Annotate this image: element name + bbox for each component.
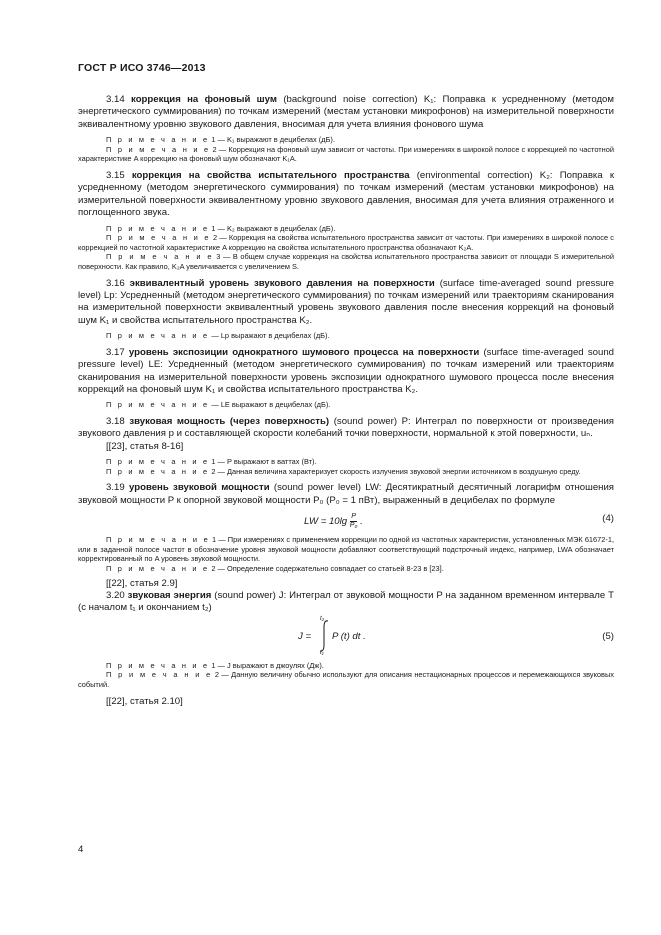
- note-3-19-1: П р и м е ч а н и е 1 — При измерениях с применением коррекции по одной из частотных характеристик, установленных МЭК 61672-1, или в заданной полосе частот в обозначение уровня звуковой мощности добавляют соответствующий подстрочный индекс, например, LWA обозначает корректированный по A уровень звуковой мощности.: [78, 535, 614, 564]
- note-3-14-2: П р и м е ч а н и е 2 — Коррекция на фоновый шум зависит от частоты. При измерениях в широкой полосе с коррекцией по частотной характеристике A коррекцию на фоновый шум обозначают K₁A.: [78, 144, 614, 164]
- term-3-15: коррекция на свойства испытательного пространства: [131, 170, 410, 181]
- term-3-14: коррекция на фоновый шум: [131, 94, 277, 105]
- fraction: $\frac{P}{\text{P₀}}$: [349, 513, 358, 530]
- reference-3-20: [[22], статья 2.10]: [106, 695, 183, 707]
- document-header: ГОСТ Р ИСО 3746—2013: [78, 62, 206, 74]
- note-3-20-2: П р и м е ч а н и е 2 — Данную величину обычно используют для описания нестационарных процессов и перемежающихся звуковых событий.: [78, 670, 614, 690]
- note-3-17: П р и м е ч а н и е — LE выражают в децибелах (дБ).: [106, 400, 331, 410]
- reference-3-18: [[23], статья 8-16]: [106, 440, 184, 452]
- formula-4-number: (4): [602, 513, 614, 525]
- formula-4-expression: LW = 10lg $\frac{P}{\text{P₀}}$ .: [304, 513, 363, 530]
- integral-sign-icon: [318, 619, 332, 653]
- term-3-16: эквивалентный уровень звукового давления на поверхности: [129, 277, 435, 289]
- clause-3-16: 3.16 эквивалентный уровень звукового давления на поверхности (surface time-averaged sound pressure level) Lp: Усредненный (методом энергетического суммирования) по точкам измерений или траекториям сканирования на измерительной поверхности эквивалентный уровень звукового давления после внесения коррекций на фоновый шум K₁ и свойства испытательного пространства K₂.: [78, 277, 614, 326]
- term-3-20: звуковая энергия: [127, 590, 212, 602]
- document-body: [78, 94, 614, 708]
- note-3-15-2: П р и м е ч а н и е 2 — Коррекция на свойства испытательного пространства зависит от частоты. При измерениях в широкой полосе с коррекцией по частотной характеристике A коррекцию на свойства испытательного пространства обозначают K₂A.: [78, 233, 614, 252]
- formula-4: [78, 507, 614, 531]
- lower-limit: t₁: [320, 648, 324, 656]
- clause-3-18: 3.18 звуковая мощность (через поверхность) (sound power) P: Интеграл по поверхности от произведения звукового давления p и составляющей скорости колебаний точки поверхности, нормальной к этой поверхности, uₙ.: [78, 416, 614, 440]
- note-3-15-1: П р и м е ч а н и е 1 — K₂ выражают в децибелах (дБ).: [106, 223, 336, 233]
- note-3-15-3: П р и м е ч а н и е 3 — В общем случае коррекция на свойства испытательного пространства зависит от площади S измерительной поверхности. Как правило, K₂A увеличивается с увеличением S.: [78, 252, 614, 271]
- clause-3-17: 3.17 уровень экспозиции однократного шумового процесса на поверхности (surface time-averaged sound pressure level) LE: Усредненный (методом энергетического суммирования) по точкам измерений или траекториям сканирования на измерительной поверхности уровень экспозиции однократного шумового процесса после внесения коррекций на фоновый шум K₁ и свойства испытательного пространства K₂.: [78, 346, 614, 396]
- note-3-14-1: П р и м е ч а н и е 1 — K₁ выражают в децибелах (дБ).: [106, 135, 335, 145]
- clause-3-20: 3.20 звуковая энергия (sound power) J: Интеграл от звуковой мощности P на заданном временном интервале T (с началом t₁ и окончанием t₂): [78, 590, 615, 614]
- note-3-20-1: П р и м е ч а н и е 1 — J выражают в джоулях (Дж).: [106, 660, 324, 670]
- clause-3-14: 3.14 коррекция на фоновый шум (background noise correction) K₁: Поправка к усредненному (методом энергетического суммирования) по точкам измерений (местам установки микрофонов) на измерительной поверхности эквивалентному уровню звукового давления, вносимая для учета влияния фонового шума: [78, 94, 614, 130]
- reference-3-19: [[22], статья 2.9]: [106, 577, 178, 589]
- integrand: P (t) dt .: [332, 630, 366, 642]
- clause-3-19: 3.19 уровень звуковой мощности (sound power level) LW: Десятикратный десятичный логарифм отношения звуковой мощности P к опорной звуковой мощности P₀ (P₀ = 1 пВт), выраженный в децибелах по формуле: [78, 482, 615, 506]
- formula-5: J = t₂ t₁ P (t) dt . (5): [298, 614, 614, 656]
- note-3-18-1: П р и м е ч а н и е 1 — P выражают в ваттах (Вт).: [106, 457, 317, 467]
- formula-5-number: (5): [602, 630, 614, 642]
- note-3-19-2: П р и м е ч а н и е 2 — Определение содержательно совпадает со статьей 8-23 в [23].: [106, 564, 444, 574]
- term-3-18: звуковая мощность (через поверхность): [129, 416, 330, 428]
- page-number: 4: [78, 844, 84, 855]
- clause-3-15: 3.15 коррекция на свойства испытательного пространства (environmental correction) K₂: Поправка к усредненному (методом энергетического суммирования) по точкам измерений (местам установки микрофонов) на измерительной поверхности эквивалентному уровню звукового давления, вносимая для учета влияния отраженного и поглощенного звука.: [78, 170, 615, 219]
- note-3-16: П р и м е ч а н и е — Lp выражают в децибелах (дБ).: [106, 331, 330, 341]
- term-3-17: уровень экспозиции однократного шумового процесса на поверхности: [128, 346, 480, 358]
- term-3-19: уровень звуковой мощности: [129, 482, 270, 494]
- note-3-18-2: П р и м е ч а н и е 2 — Данная величина характеризует скорость излучения звуковой энергии источником в воздушную среду.: [106, 466, 581, 476]
- upper-limit: t₂: [320, 614, 325, 622]
